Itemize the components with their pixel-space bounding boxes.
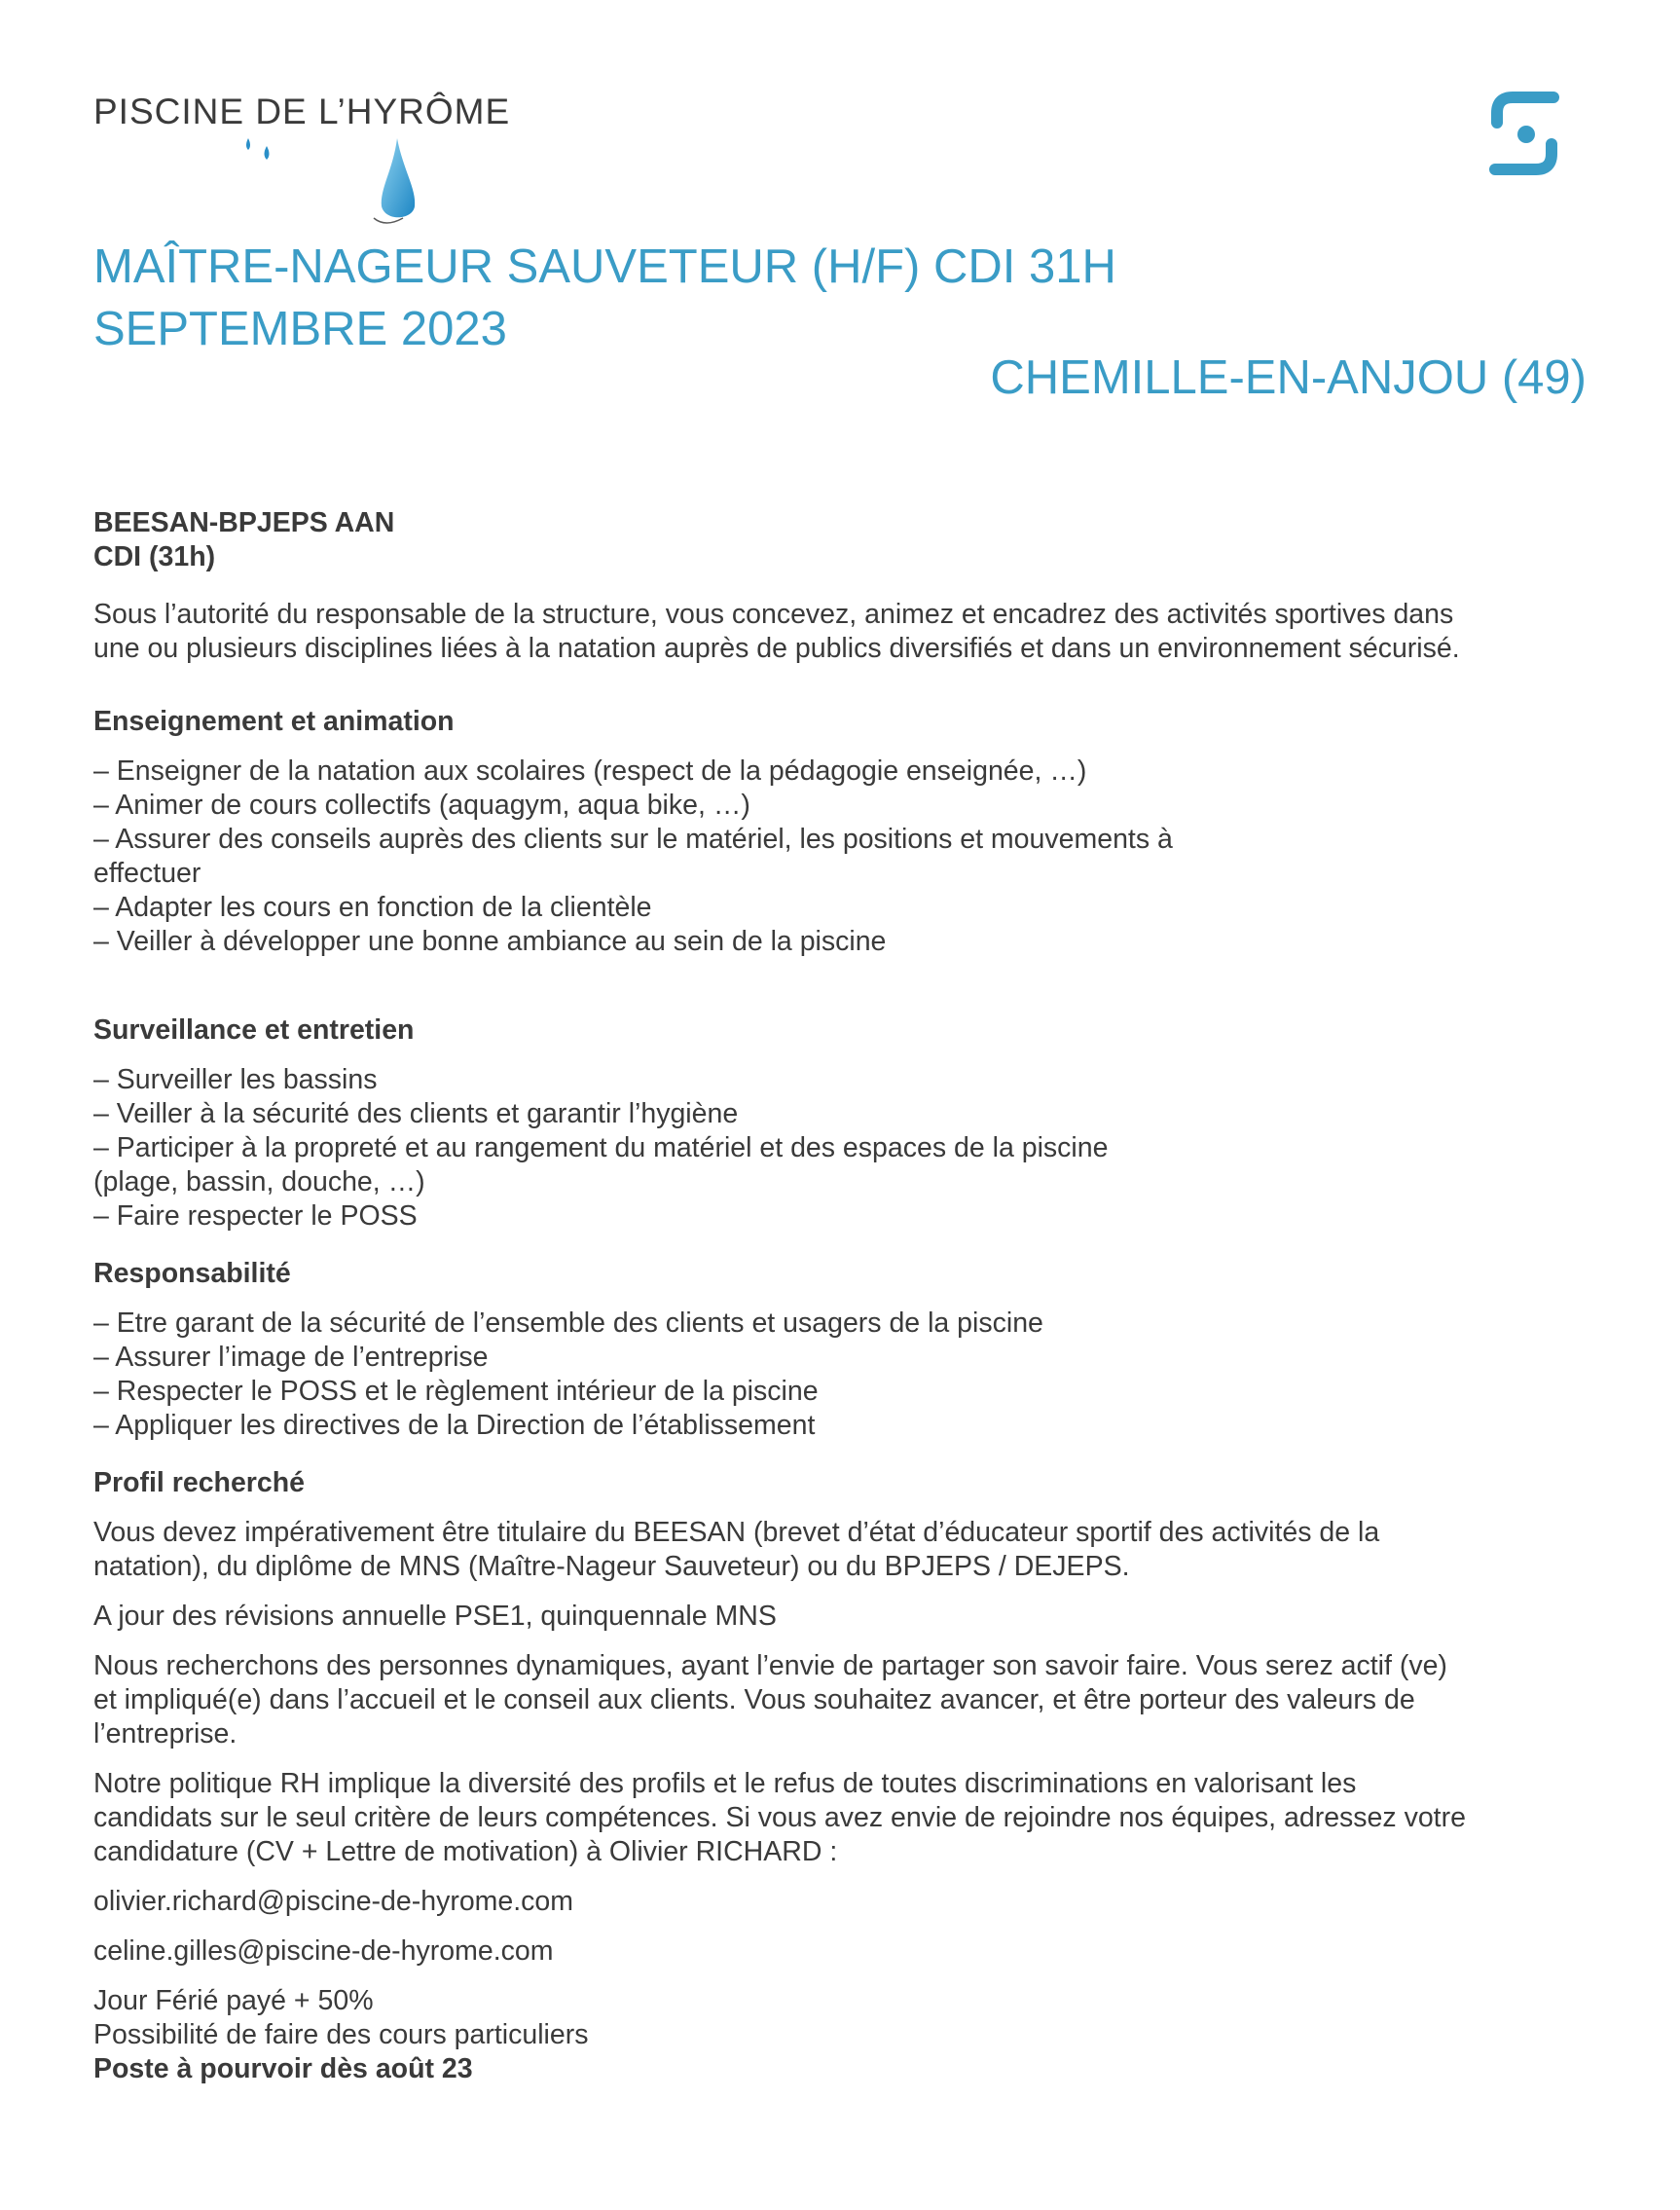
intro-line: une ou plusieurs disciplines liées à la natation auprès de publics diversifiés et dans un environnement sécurisé. — [93, 633, 1460, 664]
logo-text: PISCINE DE L’HYRÔME — [93, 92, 511, 131]
piscine-logo — [93, 92, 511, 238]
profile-line: Vous devez impérativement être titulaire du BEESAN (brevet d’état d’éducateur sportif des activités de la — [93, 1517, 1380, 1548]
job-title-line2: SEPTEMBRE 2023 — [93, 303, 507, 355]
certification-note: A jour des révisions annuelle PSE1, quinquennale MNS — [93, 1601, 777, 1632]
profile-line: candidats sur le seul critère de leurs compétences. Si vous avez envie de rejoindre nos équipes, adressez votre — [93, 1802, 1466, 1833]
job-location: CHEMILLE-EN-ANJOU (49) — [990, 351, 1587, 404]
profile-heading: Profil recherché — [93, 1467, 306, 1498]
intro-paragraph — [93, 598, 1592, 666]
list-item: – Veiller à développer une bonne ambiance au sein de la piscine — [93, 926, 887, 957]
personality-paragraph — [93, 1649, 1592, 1751]
contact-email-olivier[interactable]: olivier.richard@piscine-de-hyrome.com — [93, 1886, 574, 1917]
intro-line: Sous l’autorité du responsable de la structure, vous concevez, animez et encadrez des activités sportives dans — [93, 599, 1454, 630]
contract-type: CDI (31h) — [93, 541, 216, 572]
job-title — [93, 236, 1116, 360]
section-list-enseignement — [93, 755, 1592, 959]
hr-policy-paragraph — [93, 1767, 1592, 1869]
section-list-responsabilite — [93, 1307, 1592, 1443]
list-item: – Veiller à la sécurité des clients et garantir l’hygiène — [93, 1098, 739, 1129]
list-item: – Appliquer les directives de la Direction de l’établissement — [93, 1410, 816, 1441]
list-item: – Animer de cours collectifs (aquagym, aqua bike, …) — [93, 790, 750, 821]
list-item: effectuer — [93, 858, 201, 889]
job-description — [93, 506, 1592, 2086]
list-item: – Surveiller les bassins — [93, 1064, 378, 1095]
profile-line: et impliqué(e) dans l’accueil et le conseil aux clients. Vous souhaitez avancer, et être porteur des valeurs de — [93, 1684, 1415, 1715]
benefit-private-lessons: Possibilité de faire des cours particuliers — [93, 2019, 589, 2050]
contact-email-celine[interactable]: celine.gilles@piscine-de-hyrome.com — [93, 1935, 554, 1967]
list-item: – Assurer des conseils auprès des clients sur le matériel, les positions et mouvements à — [93, 824, 1173, 855]
profile-line: candidature (CV + Lettre de motivation) à Olivier RICHARD : — [93, 1836, 838, 1867]
stylized-s-eye-icon — [1485, 90, 1563, 177]
list-item: (plage, bassin, douche, …) — [93, 1166, 425, 1197]
water-drop-icon — [93, 92, 483, 238]
profile-line: Nous recherchons des personnes dynamiques, ayant l’envie de partager son savoir faire. Vous serez actif (ve) — [93, 1650, 1447, 1681]
section-heading-surveillance: Surveillance et entretien — [93, 1014, 415, 1046]
section-heading-responsabilite: Responsabilité — [93, 1258, 291, 1289]
profile-line: natation), du diplôme de MNS (Maître-Nageur Sauveteur) ou du BPJEPS / DEJEPS. — [93, 1551, 1130, 1582]
list-item: – Assurer l’image de l’entreprise — [93, 1342, 489, 1373]
list-item: – Enseigner de la natation aux scolaires (respect de la pédagogie enseignée, …) — [93, 755, 1087, 787]
section-heading-enseignement: Enseignement et animation — [93, 706, 455, 737]
diploma-requirement: BEESAN-BPJEPS AAN — [93, 507, 395, 538]
benefits — [93, 1984, 1592, 2086]
profile-paragraph — [93, 1516, 1592, 1584]
list-item: – Etre garant de la sécurité de l’ensemble des clients et usagers de la piscine — [93, 1308, 1043, 1339]
job-title-line1: MAÎTRE-NAGEUR SAUVETEUR (H/F) CDI 31H — [93, 240, 1116, 293]
list-item: – Faire respecter le POSS — [93, 1200, 418, 1232]
section-list-surveillance — [93, 1063, 1592, 1234]
profile-line: l’entreprise. — [93, 1718, 237, 1750]
benefit-holiday-pay: Jour Férié payé + 50% — [93, 1985, 374, 2016]
list-item: – Adapter les cours en fonction de la clientèle — [93, 892, 652, 923]
profile-line: Notre politique RH implique la diversité des profils et le refus de toutes discriminations en valorisant les — [93, 1768, 1357, 1799]
start-date: Poste à pourvoir dès août 23 — [93, 2053, 473, 2084]
list-item: – Participer à la propreté et au rangement du matériel et des espaces de la piscine — [93, 1132, 1109, 1163]
list-item: – Respecter le POSS et le règlement intérieur de la piscine — [93, 1376, 819, 1407]
